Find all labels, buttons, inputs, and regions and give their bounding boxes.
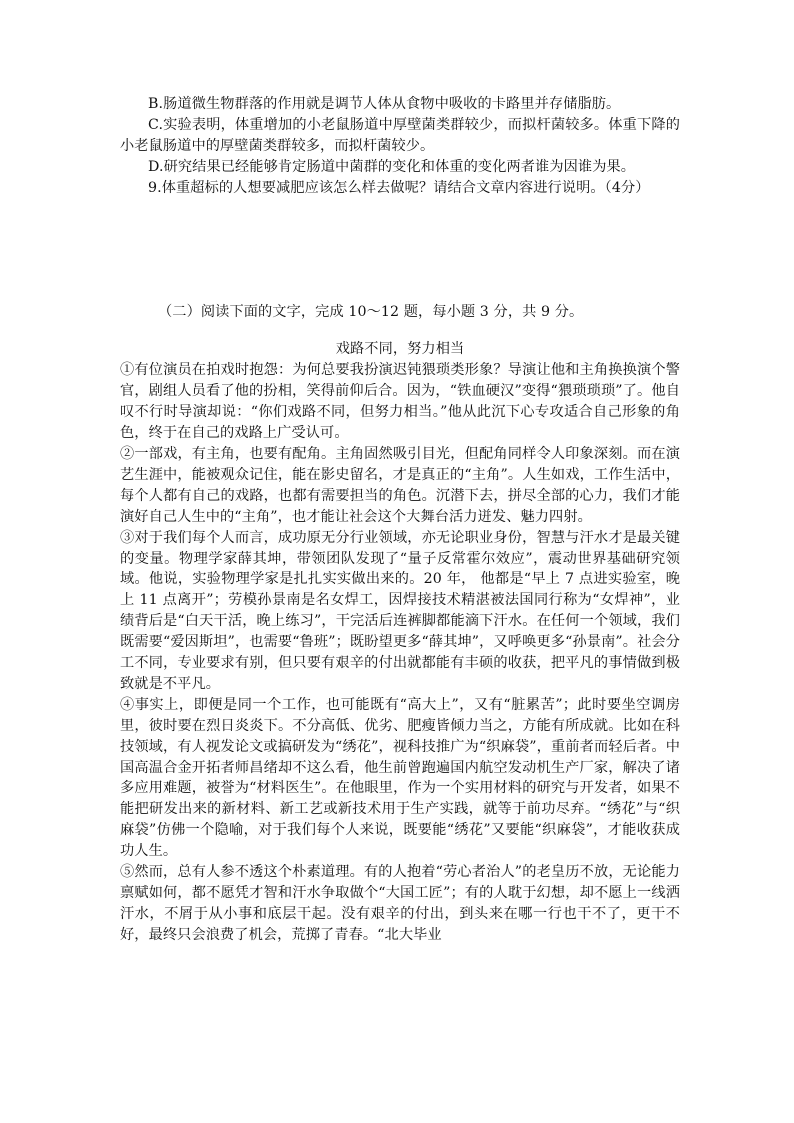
paragraph-3: ③对于我们每个人而言，成功原无分行业领域，亦无论职业身份，智慧与汗水才是最关键的变量。物理学家薛其坤，带领团队发现了“量子反常霍尔效应”，震动世界基础研究领域。他说，实验物理学家是扎扎实实做出来的。20 年， 他都是“早上 7 点进实验室，晚上 11 点离开”；劳模孙景南是名女焊工，因焊接技术精湛被法国同行称为“女焊神”，业绩背后是“白天干活，晚上练习”，干完活后连裤脚都能滴下汗水。在任何一个领域，我们既需要“爱因斯坦”，也需要“鲁班”；既盼望更多“薛其坤”，又呼唤更多“孙景南”。社会分工不同，专业要求有别，但只要有艰辛的付出就都能有丰硕的收获，把平凡的事情做到极致就是不平凡。: [120, 529, 680, 692]
article-title: 戏路不同，努力相当: [335, 341, 465, 358]
paragraph-2: ②一部戏，有主角，也要有配角。主角固然吸引目光，但配角同样令人印象深刻。而在演艺生涯中，能被观众记住，能在影史留名，才是真正的“主角”。人生如戏，工作生活中，每个人都有自己的戏路，也都有需要担当的角色。沉潜下去，拼尽全部的心力，我们才能演好自己人生中的“主角”，也才能让社会这个大舞台活力迸发、魅力四射。: [120, 445, 680, 525]
answer-space: [120, 199, 680, 302]
document-page: [120, 94, 680, 946]
question-9: 9.体重超标的人想要减肥应该怎么样去做呢？请结合文章内容进行说明。（4分）: [148, 179, 650, 196]
option-b: B.肠道微生物群落的作用就是调节人体从食物中吸收的卡路里并存储脂肪。: [148, 96, 621, 112]
option-c: C.实验表明，体重增加的小老鼠肠道中厚壁菌类群较少，而拟杆菌较多。体重下降的小老鼠肠道中的厚壁菌类群较多，而拟杆菌较少。: [120, 116, 680, 154]
section-heading: （二）阅读下面的文字，完成 10～12 题，每小题 3 分，共 9 分。: [158, 303, 584, 320]
option-d: D.研究结果已经能够肯定肠道中菌群的变化和体重的变化两者谁为因谁为果。: [148, 158, 636, 175]
paragraph-4: ④事实上，即便是同一个工作，也可能既有“高大上”，又有“脏累苦”；此时要坐空调房里，彼时要在烈日炎炎下。不分高低、优劣、肥瘦皆倾力当之，方能有所成就。比如在科技领域，有人视发论文或搞研发为“绣花”，视科技推广为“织麻袋”，重前者而轻后者。中国高温合金开拓者师昌绪却不这么看，他生前曾跑遍国内航空发动机生产厂家，解决了诸多应用难题，被誉为“材料医生”。在他眼里，作为一个实用材料的研究与开发者，如果不能把研发出来的新材料、新工艺或新技术用于生产实践，就等于前功尽弃。“绣花”与“织麻袋”仿佛一个隐喻，对于我们每个人来说，既要能“绣花”又要能“织麻袋”，才能收获成功人生。: [120, 696, 680, 860]
paragraph-1: ①有位演员在拍戏时抱怨：为何总要我扮演迟钝猥琐类形象？导演让他和主角换换演个警官，剧组人员看了他的扮相，笑得前仰后合。因为，“铁血硬汉”变得“猥琐琐琐”了。他自叹不行时导演却说：“你们戏路不同，但努力相当。”他从此沉下心专攻适合自己形象的角色，终于在自己的戏路上广受认可。: [120, 362, 680, 442]
paragraph-5: ⑤然而，总有人参不透这个朴素道理。有的人抱着“劳心者治人”的老皇历不放，无论能力禀赋如何，都不愿凭才智和汗水争取做个“大国工匠”；有的人耽于幻想，却不愿上一线洒汗水，不屑于从小事和底层干起。没有艰辛的付出，到头来在哪一行也干不了，更干不好，最终只会浪费了机会，荒掷了青春。“北大毕业: [120, 864, 680, 943]
